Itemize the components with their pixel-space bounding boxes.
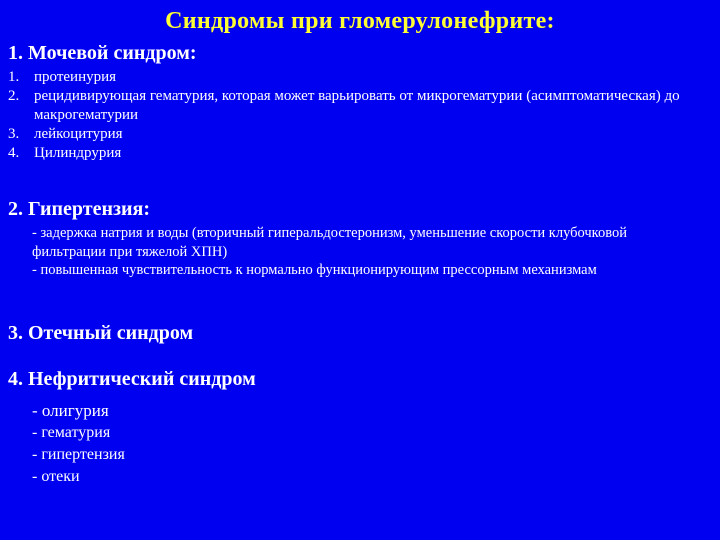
list-item xyxy=(8,125,698,144)
list-item: - гипертензия xyxy=(32,446,125,463)
slide-title: Синдромы при гломерулонефрите: xyxy=(165,8,555,34)
hypertension-list xyxy=(32,224,692,280)
section-nephritic-heading: 4. Нефритический синдром xyxy=(8,368,256,390)
list-text: Цилиндрурия xyxy=(34,145,122,161)
list-item xyxy=(8,87,698,125)
list-item: - отеки xyxy=(32,468,80,485)
list-item: - олигурия xyxy=(32,401,109,420)
section-urinary-heading: 1. Мочевой синдром: xyxy=(8,42,197,64)
list-text: протеинурия xyxy=(34,69,117,85)
list-item: - повышенная чувствительность к нормально функционирующим прессорным механизмам xyxy=(32,262,597,278)
section-edema-heading: 3. Отечный синдром xyxy=(8,322,194,344)
list-text: лейкоцитурия xyxy=(34,126,123,142)
section-hypertension-heading: 2. Гипертензия: xyxy=(8,198,151,220)
list-number: 2. xyxy=(8,88,20,104)
list-item xyxy=(8,144,698,163)
list-number: 3. xyxy=(8,126,20,142)
list-text: рецидивирующая гематурия, которая может варьировать от микрогематурии (асимптоматическая) до макрогематурии xyxy=(34,88,680,123)
list-item: - гематурия xyxy=(32,424,111,441)
list-item xyxy=(8,68,698,87)
list-number: 4. xyxy=(8,145,20,161)
urinary-list xyxy=(8,68,698,163)
list-item: - задержка натрия и воды (вторичный гиперальдостеронизм, уменьшение скорости клубочковой фильтрации при тяжелой ХПН) xyxy=(32,225,627,260)
list-number: 1. xyxy=(8,69,20,85)
nephritic-list xyxy=(32,400,432,488)
